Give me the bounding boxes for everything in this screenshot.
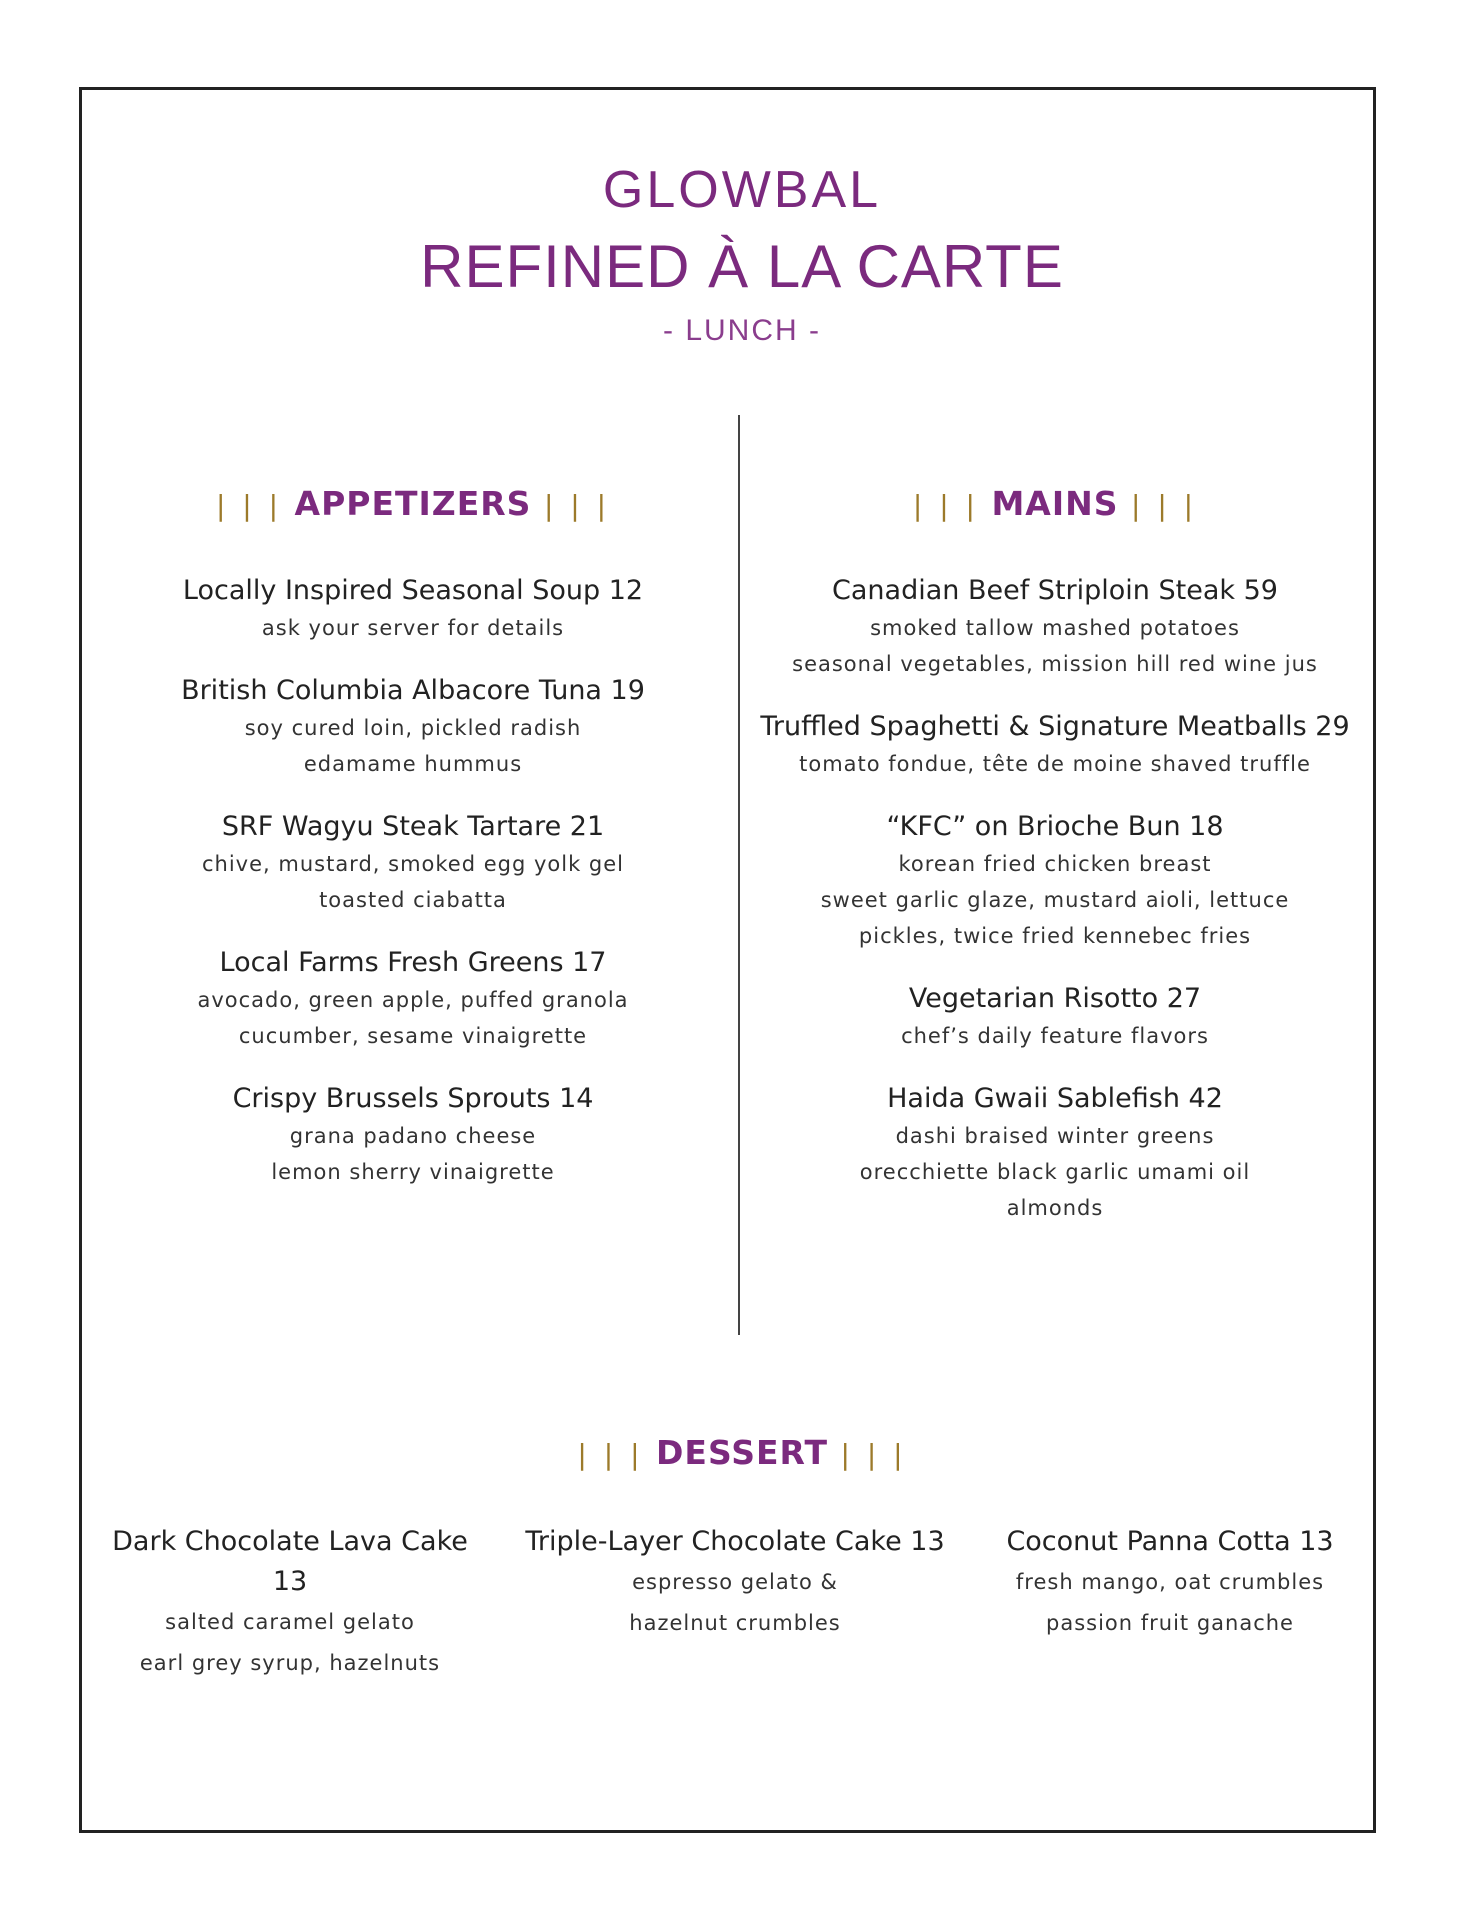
menu-item-desc: pickles, twice fried kennebec fries [858,924,1252,948]
menu-item-desc: smoked tallow mashed potatoes [870,616,1240,640]
menu-item-name: Canadian Beef Striploin Steak 59 [832,575,1278,606]
menu-item-desc: toasted ciabatta [319,888,507,912]
menu-item [120,672,706,782]
menu-item-desc: hazelnut crumbles [629,1611,841,1635]
column-divider [738,415,740,1335]
restaurant-name: GLOWBAL [602,161,882,219]
menu-item-desc: ask your server for details [261,616,565,640]
appetizers-heading [120,476,706,532]
menu-item-name: Locally Inspired Seasonal Soup 12 [182,575,644,606]
menu-item-name: Coconut Panna Cotta 13 [1006,1526,1334,1557]
menu-item-name: SRF Wagyu Steak Tartare 21 [221,811,605,842]
menu-item-desc: fresh mango, oat crumbles [1015,1570,1325,1594]
menu-item [760,808,1350,954]
menu-item-desc: espresso gelato & [632,1570,838,1594]
menu-title: REFINED À LA CARTE [420,233,1064,300]
heading-ornament-right: | | | [543,489,611,522]
dessert-heading-text: DESSERT [656,1433,828,1472]
menu-item-name: Local Farms Fresh Greens 17 [219,947,607,978]
menu-item [760,980,1350,1054]
mains-heading [760,476,1350,532]
heading-ornament-right: | | | [1131,489,1198,522]
menu-item-desc: almonds [1006,1196,1104,1220]
menu-item-desc: seasonal vegetables, mission hill red wine jus [792,652,1318,676]
menu-item-desc: lemon sherry vinaigrette [271,1160,555,1184]
mains-heading-text: MAINS [991,484,1119,523]
menu-item-desc: earl grey syrup, hazelnuts [139,1651,441,1675]
dessert-item [520,1522,950,1644]
menu-item-desc: avocado, green apple, puffed granola [197,988,629,1012]
menu-item-desc: chef’s daily feature flavors [901,1024,1209,1048]
mains-section [760,476,1350,1252]
heading-ornament-left: | | | [577,1438,644,1471]
dessert-item [95,1522,485,1684]
appetizers-heading-text: APPETIZERS [294,484,532,523]
menu-item-desc: edamame hummus [303,752,523,776]
menu-item-desc: salted caramel gelato [165,1610,415,1634]
menu-item-desc: dashi braised winter greens [895,1124,1215,1148]
menu-item-desc: cucumber, sesame vinaigrette [238,1024,588,1048]
appetizers-section [120,476,706,1216]
menu-item [760,1080,1350,1226]
heading-ornament-left: | | | [912,489,979,522]
menu-item-name: Haida Gwaii Sablefish 42 [887,1083,1223,1114]
menu-item [120,944,706,1054]
menu-item-desc: passion fruit ganache [1046,1611,1294,1635]
menu-item-name: Crispy Brussels Sprouts 14 [232,1083,594,1114]
menu-item-desc: chive, mustard, smoked egg yolk gel [201,852,624,876]
menu-item-desc: soy cured loin, pickled radish [244,716,582,740]
dessert-item [980,1522,1360,1644]
dessert-heading [0,1425,1484,1481]
menu-item [120,1080,706,1190]
menu-item-desc: sweet garlic glaze, mustard aioli, lettuce [820,888,1290,912]
menu-item-desc: korean fried chicken breast [898,852,1212,876]
menu-item [760,708,1350,782]
menu-item [120,808,706,918]
menu-item-name: Triple-Layer Chocolate Cake 13 [525,1526,945,1557]
menu-item-name: Vegetarian Risotto 27 [908,983,1202,1014]
menu-subtitle: - LUNCH - [663,314,821,347]
heading-ornament-left: | | | [215,489,283,522]
menu-item-desc: tomato fondue, tête de moine shaved truffle [799,752,1311,776]
heading-ornament-right: | | | [840,1438,907,1471]
menu-item-name: “KFC” on Brioche Bun 18 [886,811,1224,842]
menu-item-name: British Columbia Albacore Tuna 19 [181,675,645,706]
menu-item-desc: orecchiette black garlic umami oil [859,1160,1251,1184]
menu-item [120,572,706,646]
menu-item-desc: grana padano cheese [289,1124,537,1148]
menu-item-name: Dark Chocolate Lava Cake 13 [112,1526,468,1597]
menu-item-name: Truffled Spaghetti & Signature Meatballs 29 [760,711,1350,742]
menu-item [760,572,1350,682]
